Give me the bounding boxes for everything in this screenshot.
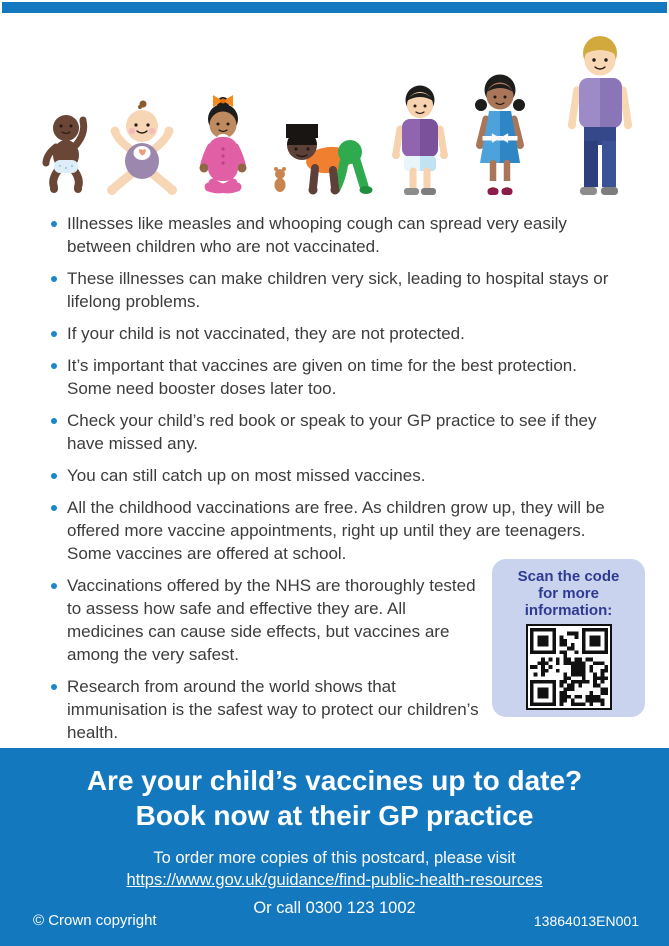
bullet-dot — [51, 505, 57, 511]
bullet-item — [50, 574, 479, 666]
bullet-text: Check your child’s red book or speak to your GP practice to see if they have missed any. — [67, 411, 597, 453]
bullet-dot — [51, 331, 57, 337]
older-boy-icon — [568, 36, 632, 195]
bullet-item — [50, 212, 625, 258]
bullet-item — [50, 322, 625, 345]
toddler-pyjamas-icon — [200, 95, 287, 192]
bullet-text: It’s important that vaccines are given on time for the best protection. Some need booster doses later too. — [67, 356, 577, 398]
bullet-item — [50, 354, 625, 400]
qr-code-frame — [526, 624, 612, 710]
children-illustration — [30, 33, 640, 199]
phone-text: Or call 0300 123 1002 — [253, 899, 416, 917]
bullet-dot — [51, 276, 57, 282]
top-blue-bar — [2, 2, 667, 13]
bullet-text: All the childhood vaccinations are free. As children grow up, they will be offered more vaccine appointments, right up until they are teenagers. Some vaccines are offered at school. — [67, 498, 605, 563]
order-copies-text: To order more copies of this postcard, please visit — [153, 849, 516, 867]
crawling-baby-icon — [286, 124, 373, 195]
bullet-item — [50, 675, 479, 744]
bullet-dot — [51, 418, 57, 424]
bullet-text: Illnesses like measles and whooping cough can spread very easily between children who are not vaccinated. — [67, 214, 567, 256]
bullet-dot — [51, 583, 57, 589]
bullet-dot — [51, 363, 57, 369]
bullet-text: These illnesses can make children very sick, leading to hospital stays or lifelong problems. — [67, 269, 609, 311]
newborn-baby-icon — [43, 115, 87, 193]
footer-heading — [10, 763, 659, 833]
girl-in-dress-icon — [475, 75, 525, 196]
qr-code — [530, 628, 608, 706]
sitting-baby-icon — [107, 101, 177, 196]
bullet-text: You can still catch up on most missed vaccines. — [67, 466, 426, 485]
young-child-icon — [392, 86, 448, 196]
bullet-text: Research from around the world shows that immunisation is the safest way to protect our children’s health. — [67, 677, 479, 742]
qr-panel-label: Scan the code for more information: — [517, 568, 620, 619]
bullet-dot — [51, 473, 57, 479]
footer-heading-line1: Are your child’s vaccines up to date? — [86, 765, 583, 796]
bullet-item — [50, 409, 625, 455]
bullet-dot — [51, 221, 57, 227]
bullet-text: Vaccinations offered by the NHS are thoroughly tested to assess how safe and effective they are. All medicines can cause side effects, but vaccines are among the very safest. — [67, 576, 476, 664]
bullet-item — [50, 464, 625, 487]
bullet-dot — [51, 684, 57, 690]
bullet-item — [50, 496, 625, 565]
reference-code: 13864013EN001 — [533, 913, 639, 929]
footer-heading-line2: Book now at their GP practice — [135, 800, 534, 831]
footer-banner — [0, 748, 669, 946]
resources-link[interactable]: https://www.gov.uk/guidance/find-public-health-resources — [126, 871, 543, 889]
crown-copyright: © Crown copyright — [33, 912, 157, 929]
bullet-text: If your child is not vaccinated, they are not protected. — [67, 324, 465, 343]
qr-panel — [492, 559, 645, 717]
bullet-item — [50, 267, 625, 313]
